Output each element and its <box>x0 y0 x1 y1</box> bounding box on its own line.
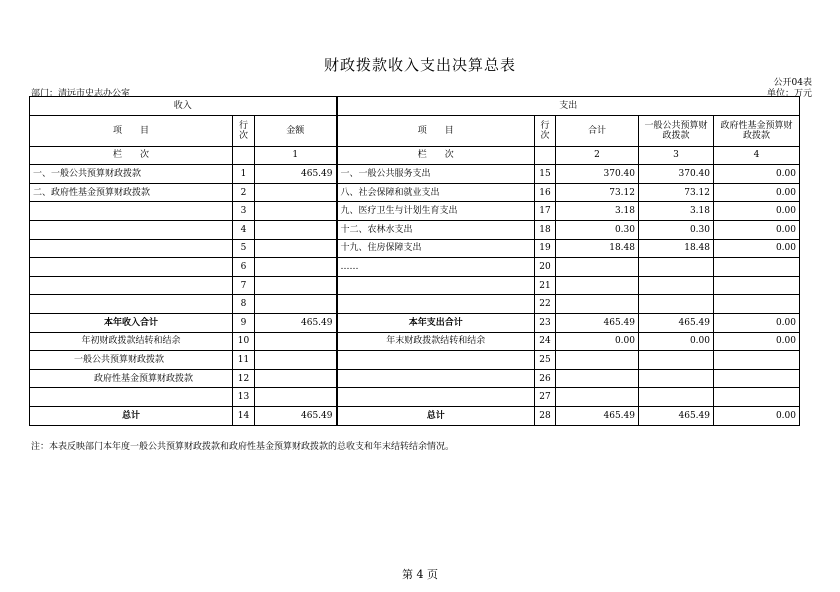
income-item-cell: 年初财政拨款结转和结余 <box>30 332 233 351</box>
income-item-cell <box>30 276 233 295</box>
general-budget-cell: 18.48 <box>639 239 714 258</box>
income-rowno-cell: 10 <box>233 332 255 351</box>
expense-total-cell <box>556 295 639 314</box>
gov-fund-cell <box>714 369 800 388</box>
general-budget-cell: 3.18 <box>639 202 714 221</box>
gov-fund-cell <box>714 351 800 370</box>
department-label: 部门：清远市史志办公室 <box>31 89 131 99</box>
income-item-cell <box>30 295 233 314</box>
expense-total-cell: 465.49 <box>556 313 639 332</box>
expense-total-cell: 465.49 <box>556 406 639 425</box>
expense-rowno-cell: 24 <box>535 332 556 351</box>
expense-total-cell: 370.40 <box>556 165 639 184</box>
general-budget-cell <box>639 369 714 388</box>
header-row-columns <box>30 115 800 146</box>
gov-fund-cell: 0.00 <box>714 202 800 221</box>
general-budget-cell: 465.49 <box>639 406 714 425</box>
income-item-cell: 二、政府性基金预算财政拨款 <box>30 183 233 202</box>
expense-total-cell <box>556 258 639 277</box>
expense-item-cell: 本年支出合计 <box>337 313 535 332</box>
expense-total-cell: 73.12 <box>556 183 639 202</box>
expense-item-cell <box>337 295 535 314</box>
table-row <box>30 351 800 370</box>
expense-rowno-cell: 22 <box>535 295 556 314</box>
expense-total-cell: 0.30 <box>556 220 639 239</box>
gov-fund-cell <box>714 276 800 295</box>
budget-table <box>29 96 800 426</box>
expense-rowno-cell: 27 <box>535 388 556 407</box>
column-index-3: 3 <box>639 146 714 165</box>
income-rowno-cell: 13 <box>233 388 255 407</box>
income-rowno-cell: 2 <box>233 183 255 202</box>
column-label: 栏 次 <box>337 146 535 165</box>
table-row <box>30 295 800 314</box>
expense-rowno-cell: 18 <box>535 220 556 239</box>
expense-rowno-header: 行次 <box>535 115 556 146</box>
expense-total-cell <box>556 351 639 370</box>
income-rowno-cell: 11 <box>233 351 255 370</box>
expense-total-cell <box>556 369 639 388</box>
expense-item-cell <box>337 388 535 407</box>
header-row-sections <box>30 97 800 116</box>
general-budget-cell: 0.00 <box>639 332 714 351</box>
expense-rowno-cell: 21 <box>535 276 556 295</box>
general-budget-cell <box>639 276 714 295</box>
expense-item-cell: 十二、农林水支出 <box>337 220 535 239</box>
expense-rowno-cell: 23 <box>535 313 556 332</box>
expense-item-cell <box>337 276 535 295</box>
general-budget-cell <box>639 351 714 370</box>
expense-item-cell: 一、一般公共服务支出 <box>337 165 535 184</box>
expense-item-cell: 十九、住房保障支出 <box>337 239 535 258</box>
table-row <box>30 276 800 295</box>
expense-rowno-cell: 26 <box>535 369 556 388</box>
general-budget-cell: 0.30 <box>639 220 714 239</box>
income-rowno-cell: 7 <box>233 276 255 295</box>
gov-fund-cell: 0.00 <box>714 406 800 425</box>
expense-rowno-cell: 20 <box>535 258 556 277</box>
expense-item-cell <box>337 369 535 388</box>
column-index-1: 1 <box>255 146 337 165</box>
table-row <box>30 183 800 202</box>
expense-section-header: 支出 <box>337 97 800 116</box>
income-rowno-cell: 1 <box>233 165 255 184</box>
income-rowno-cell: 8 <box>233 295 255 314</box>
page-number: 第 4 页 <box>402 568 438 581</box>
report-title: 财政拨款收入支出决算总表 <box>323 56 516 74</box>
expense-item-cell <box>337 351 535 370</box>
income-item-cell: 总计 <box>30 406 233 425</box>
expense-total-cell: 18.48 <box>556 239 639 258</box>
gov-fund-cell: 0.00 <box>714 332 800 351</box>
expense-rowno-cell: 28 <box>535 406 556 425</box>
table-row <box>30 313 800 332</box>
general-budget-cell: 465.49 <box>639 313 714 332</box>
income-amount-cell <box>255 202 337 221</box>
income-rowno-cell: 12 <box>233 369 255 388</box>
income-amount-cell <box>255 332 337 351</box>
gov-fund-cell: 0.00 <box>714 220 800 239</box>
income-item-cell: 政府性基金预算财政拨款 <box>30 369 233 388</box>
general-budget-header: 一般公共预算财政拨款 <box>639 115 714 146</box>
income-rowno-cell: 4 <box>233 220 255 239</box>
table-row <box>30 332 800 351</box>
income-item-cell: 一、一般公共预算财政拨款 <box>30 165 233 184</box>
table-row <box>30 406 800 425</box>
gov-fund-cell <box>714 295 800 314</box>
income-amount-cell: 465.49 <box>255 165 337 184</box>
income-amount-cell <box>255 239 337 258</box>
income-amount-cell <box>255 388 337 407</box>
column-label: 栏 次 <box>30 146 233 165</box>
income-item-cell <box>30 202 233 221</box>
income-rowno-cell: 9 <box>233 313 255 332</box>
expense-total-cell <box>556 276 639 295</box>
gov-fund-cell <box>714 388 800 407</box>
income-amount-cell <box>255 369 337 388</box>
income-amount-cell <box>255 276 337 295</box>
footnote: 注：本表反映部门本年度一般公共预算财政拨款和政府性基金预算财政拨款的总收支和年末结转结余情况。 <box>31 442 455 452</box>
income-section-header: 收入 <box>30 97 337 116</box>
income-item-cell <box>30 258 233 277</box>
column-index-blank <box>233 146 255 165</box>
income-amount-cell <box>255 220 337 239</box>
expense-rowno-cell: 19 <box>535 239 556 258</box>
expense-total-cell: 0.00 <box>556 332 639 351</box>
income-amount-cell <box>255 351 337 370</box>
expense-rowno-cell: 16 <box>535 183 556 202</box>
table-row <box>30 258 800 277</box>
gov-fund-cell: 0.00 <box>714 165 800 184</box>
income-amount-cell <box>255 258 337 277</box>
expense-item-cell: …… <box>337 258 535 277</box>
form-code: 公开04表 <box>773 78 812 88</box>
column-index-4: 4 <box>714 146 800 165</box>
income-amount-header: 金额 <box>255 115 337 146</box>
expense-item-cell: 总计 <box>337 406 535 425</box>
table-row <box>30 220 800 239</box>
column-index-blank <box>535 146 556 165</box>
income-item-cell <box>30 220 233 239</box>
general-budget-cell <box>639 388 714 407</box>
income-rowno-cell: 3 <box>233 202 255 221</box>
income-item-cell: 本年收入合计 <box>30 313 233 332</box>
income-amount-cell <box>255 295 337 314</box>
expense-item-cell: 年末财政拨款结转和结余 <box>337 332 535 351</box>
expense-item-header: 项 目 <box>337 115 535 146</box>
expense-total-header: 合计 <box>556 115 639 146</box>
table-row <box>30 239 800 258</box>
table-row <box>30 388 800 407</box>
expense-total-cell: 3.18 <box>556 202 639 221</box>
column-index-row <box>30 146 800 165</box>
income-rowno-header: 行次 <box>233 115 255 146</box>
general-budget-cell: 73.12 <box>639 183 714 202</box>
expense-item-cell: 八、社会保障和就业支出 <box>337 183 535 202</box>
gov-fund-header: 政府性基金预算财政拨款 <box>714 115 800 146</box>
table-row <box>30 165 800 184</box>
table-row <box>30 369 800 388</box>
expense-rowno-cell: 17 <box>535 202 556 221</box>
gov-fund-cell <box>714 258 800 277</box>
income-item-cell <box>30 388 233 407</box>
expense-rowno-cell: 15 <box>535 165 556 184</box>
column-index-2: 2 <box>556 146 639 165</box>
gov-fund-cell: 0.00 <box>714 183 800 202</box>
income-rowno-cell: 6 <box>233 258 255 277</box>
income-item-header: 项 目 <box>30 115 233 146</box>
general-budget-cell: 370.40 <box>639 165 714 184</box>
gov-fund-cell: 0.00 <box>714 313 800 332</box>
table-row <box>30 202 800 221</box>
expense-item-cell: 九、医疗卫生与计划生育支出 <box>337 202 535 221</box>
expense-rowno-cell: 25 <box>535 351 556 370</box>
gov-fund-cell: 0.00 <box>714 239 800 258</box>
general-budget-cell <box>639 295 714 314</box>
income-rowno-cell: 14 <box>233 406 255 425</box>
expense-total-cell <box>556 388 639 407</box>
income-item-cell: 一般公共预算财政拨款 <box>30 351 233 370</box>
income-amount-cell <box>255 183 337 202</box>
general-budget-cell <box>639 258 714 277</box>
income-amount-cell: 465.49 <box>255 313 337 332</box>
income-rowno-cell: 5 <box>233 239 255 258</box>
income-amount-cell: 465.49 <box>255 406 337 425</box>
unit-label: 单位：万元 <box>766 89 812 99</box>
income-item-cell <box>30 239 233 258</box>
